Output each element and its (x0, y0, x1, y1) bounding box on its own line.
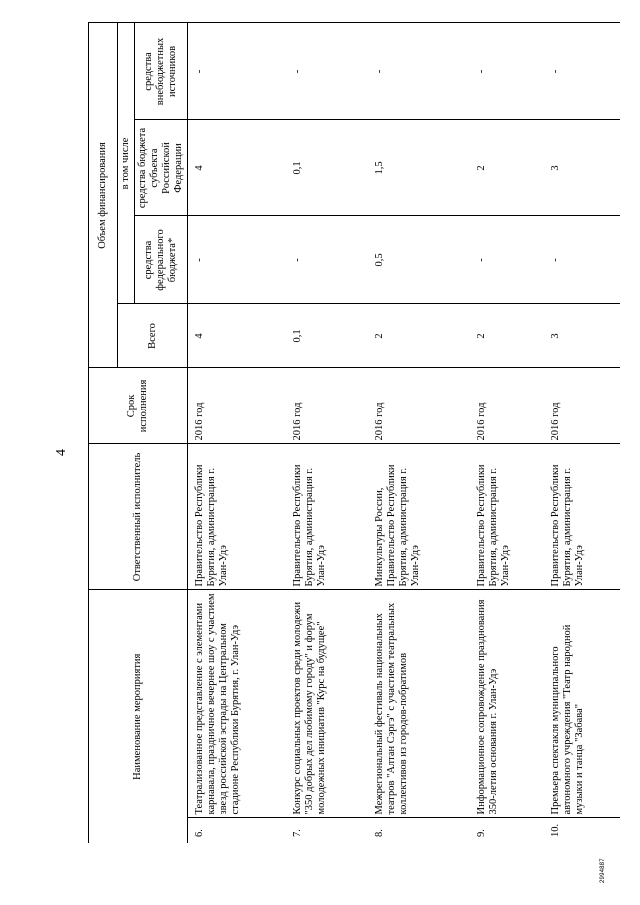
header-including: в том числе (120, 137, 131, 190)
header-name-cell (89, 590, 188, 843)
row-term: 2016 год (368, 368, 470, 444)
row-total: 2 (470, 304, 544, 368)
row-subject: 1,5 (368, 120, 470, 216)
header-subject: средства бюджета субъекта Российской Федерации (137, 127, 184, 209)
row-federal: 0,5 (368, 216, 470, 304)
header-responsible: Ответственный исполнитель (132, 452, 143, 582)
row-extra: - (470, 23, 544, 120)
row-responsible: Правительство Республики Бурятия, администрация г. Улан-Удэ (286, 444, 368, 590)
row-name: Театрализованное представление с элементами карнавала, праздничное вечернее шоу с участием звезд российской эстрады на Центральном стадионе Республики Бурятия, г. Улан-Удэ (188, 590, 287, 818)
header-total-cell (118, 304, 188, 368)
row-extra: - (368, 23, 470, 120)
row-number: 7. (286, 818, 368, 843)
row-extra: - (544, 23, 620, 120)
row-name: Премьера спектакля муниципального автономного учреждения "Театр народной музыки и танца "Забава" (544, 590, 620, 818)
header-responsible-cell (89, 444, 188, 590)
row-term: 2016 год (544, 368, 620, 444)
header-extra-cell (135, 23, 188, 120)
document-stamp: 2994887 (600, 858, 606, 883)
row-extra: - (188, 23, 287, 120)
header-including-cell (118, 23, 135, 304)
row-number: 10. (544, 818, 620, 843)
header-financing-cell (89, 23, 118, 368)
header-federal: средства федерального бюджета* (143, 229, 178, 291)
header-subject-cell (135, 120, 188, 216)
header-total: Всего (146, 323, 158, 349)
row-total: 2 (368, 304, 470, 368)
row-federal: - (470, 216, 544, 304)
header-federal-cell (135, 216, 188, 304)
row-subject: 0,1 (286, 120, 368, 216)
table-row (544, 23, 620, 843)
row-term: 2016 год (286, 368, 368, 444)
table-row (368, 23, 470, 843)
row-federal: - (286, 216, 368, 304)
row-subject: 2 (470, 120, 544, 216)
page-number: 4 (54, 449, 69, 456)
table-row (188, 23, 287, 843)
header-extra: средства внебюджетных источников (143, 37, 178, 106)
table-row (470, 23, 544, 843)
row-federal: - (544, 216, 620, 304)
row-name: Конкурс социальных проектов среди молодежи "350 добрых дел любимому городу" и форум молодежных инициатив "Курс на будущее" (286, 590, 368, 818)
header-financing: Объем финансирования (97, 142, 108, 249)
row-responsible: Правительство Республики Бурятия, администрация г. Улан-Удэ (470, 444, 544, 590)
header-term-cell (89, 368, 188, 444)
header-term: Срок исполнения (126, 379, 149, 433)
table-header-row-1 (89, 23, 118, 843)
row-name: Информационное сопровождение празднования 350-летия основания г. Улан-Удэ (470, 590, 544, 818)
financing-table (88, 22, 620, 843)
row-number: 6. (188, 818, 287, 843)
row-extra: - (286, 23, 368, 120)
row-total: 0,1 (286, 304, 368, 368)
row-responsible: Правительство Республики Бурятия, администрация г. Улан-Удэ (188, 444, 287, 590)
row-number: 9. (470, 818, 544, 843)
row-responsible: Правительство Республики Бурятия, администрация г. Улан-Удэ (544, 444, 620, 590)
row-total: 4 (188, 304, 287, 368)
row-responsible: Минкультуры России, Правительство Республики Бурятия, администрация г. Улан-Удэ (368, 444, 470, 590)
row-number: 8. (368, 818, 470, 843)
row-term: 2016 год (188, 368, 287, 444)
table-row (286, 23, 368, 843)
row-subject: 4 (188, 120, 287, 216)
row-total: 3 (544, 304, 620, 368)
row-name: Межрегиональный фестиваль национальных театров "Алтан Сэргэ" с участием театральных коллективов из городов-побратимов (368, 590, 470, 818)
row-term: 2016 год (470, 368, 544, 444)
row-federal: - (188, 216, 287, 304)
row-subject: 3 (544, 120, 620, 216)
header-name: Наименование мероприятия (132, 653, 143, 780)
